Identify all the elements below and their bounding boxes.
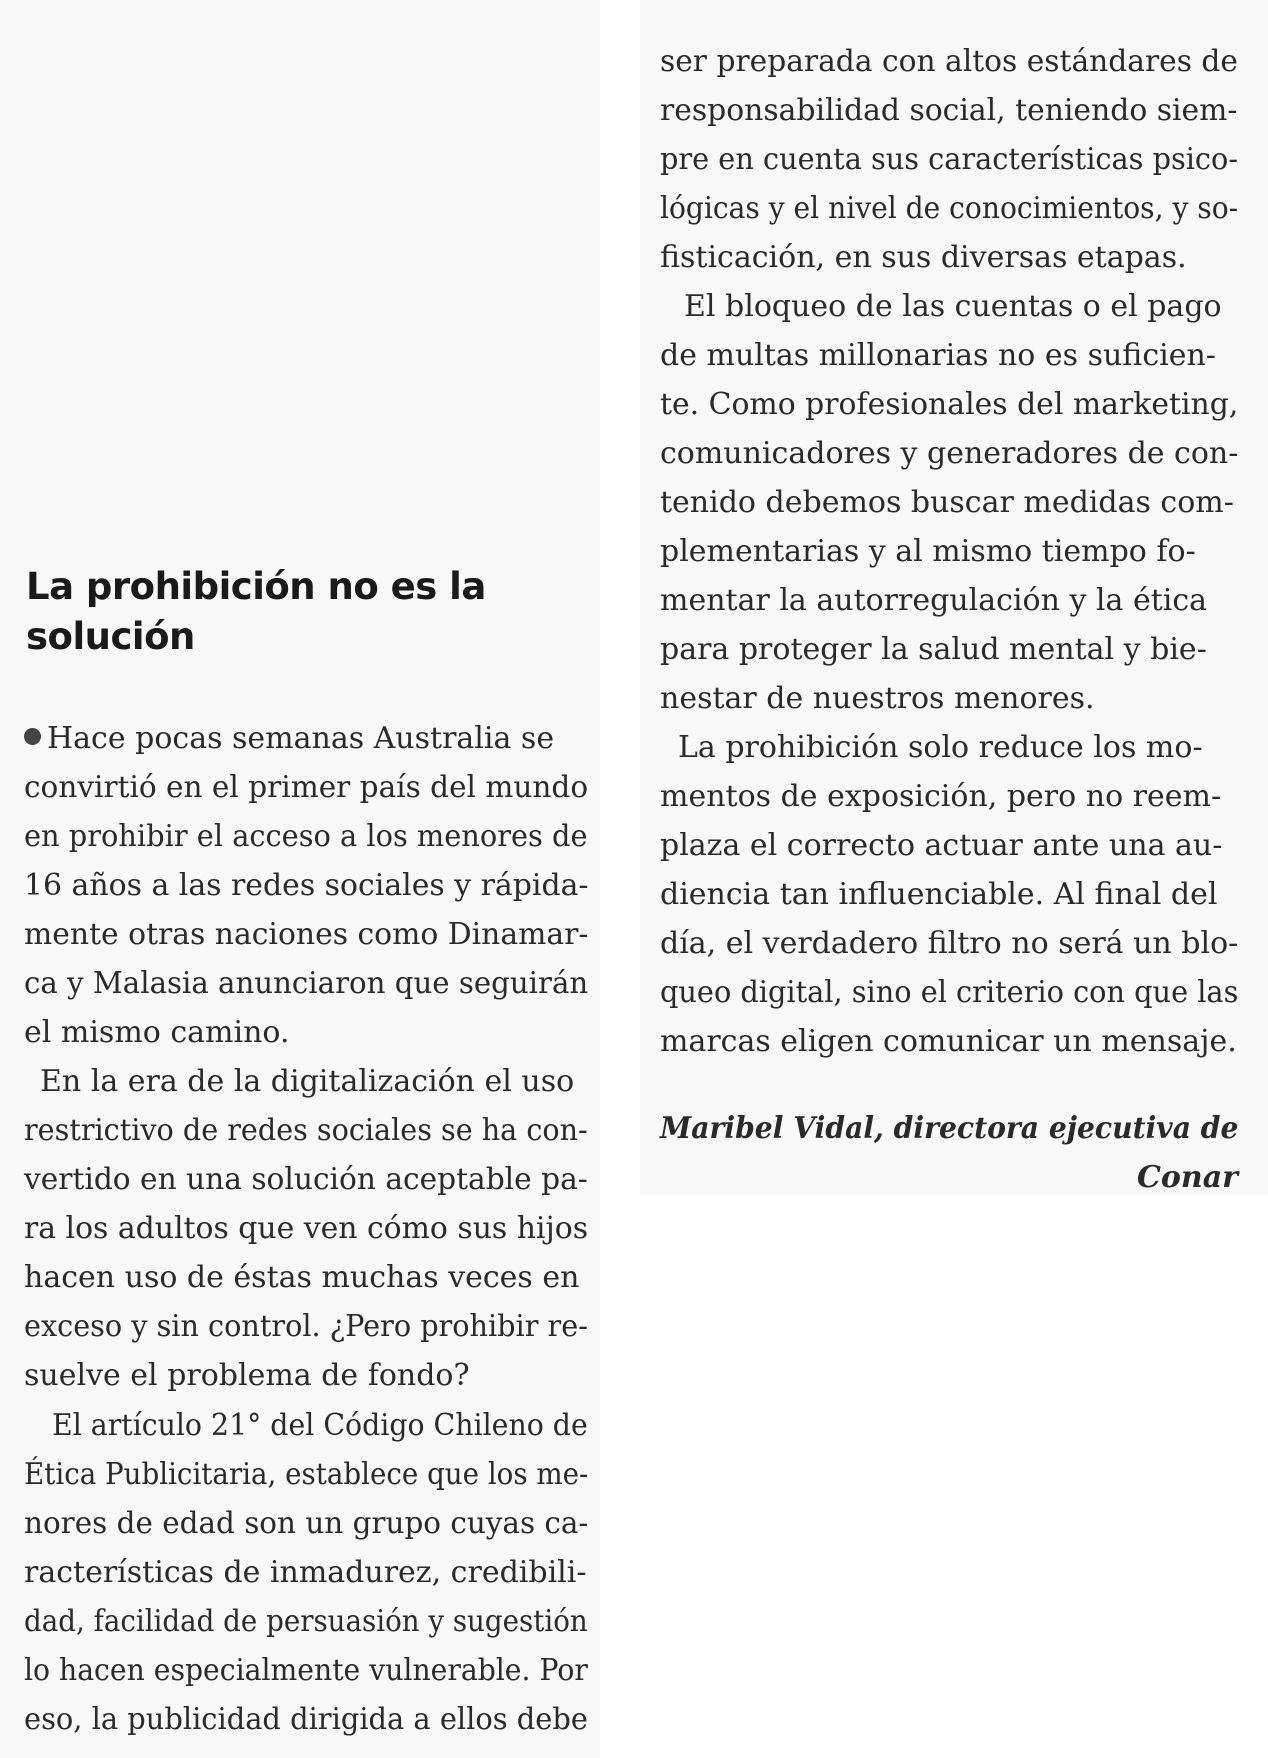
body-line: dad, facilidad de persuasión y sugestión	[24, 1604, 588, 1639]
body-line: pre en cuenta sus características psico-	[660, 142, 1239, 177]
body-line: convirtió en el primer país del mundo	[24, 770, 589, 805]
body-line: hacen uso de éstas muchas veces en	[24, 1260, 580, 1295]
article-title-line-1: La prohibición no es la	[26, 565, 486, 608]
body-line: mente otras naciones como Dinamar-	[24, 917, 589, 952]
body-line: plementarias y al mismo tiempo fo-	[660, 534, 1196, 569]
body-line: lógicas y el nivel de conocimientos, y so-	[660, 191, 1239, 226]
body-line: mentos de exposición, pero no reem-	[660, 779, 1222, 814]
body-line: vertido en una solución aceptable pa-	[24, 1162, 588, 1197]
body-line: racterísticas de inmadurez, credibili-	[24, 1555, 587, 1590]
body-line: responsabilidad social, teniendo siem-	[660, 93, 1238, 128]
body-line: El bloqueo de las cuentas o el pago	[684, 289, 1222, 324]
body-line: diencia tan influenciable. Al final del	[660, 877, 1218, 912]
body-line: Ética Publicitaria, establece que los me-	[24, 1457, 589, 1492]
body-line: comunicadores y generadores de con-	[660, 436, 1239, 471]
body-line: en prohibir el acceso a los menores de	[24, 819, 588, 854]
body-line: El artículo 21° del Código Chileno de	[52, 1408, 588, 1443]
body-line: En la era de la digitalización el uso	[40, 1064, 575, 1099]
body-line: mentar la autorregulación y la ética	[660, 583, 1208, 618]
body-line: ca y Malasia anunciaron que seguirán	[24, 966, 589, 1001]
body-line: Hace pocas semanas Australia se	[24, 715, 554, 763]
body-line: queo digital, sino el criterio con que las	[660, 975, 1239, 1010]
byline-line-1: Maribel Vidal, directora ejecutiva de	[660, 1111, 1239, 1146]
body-line: nestar de nuestros menores.	[660, 681, 1095, 716]
body-line: restrictivo de redes sociales se ha con-	[24, 1113, 588, 1148]
body-line: marcas eligen comunicar un mensaje.	[660, 1024, 1237, 1059]
byline-line-2: Conar	[1137, 1160, 1238, 1195]
body-line: para proteger la salud mental y bie-	[660, 632, 1207, 667]
body-line: eso, la publicidad dirigida a ellos debe	[24, 1702, 588, 1737]
body-line: suelve el problema de fondo?	[24, 1358, 470, 1393]
body-line: ser preparada con altos estándares de	[660, 44, 1239, 79]
body-line: de multas millonarias no es suficien-	[660, 338, 1216, 373]
article-title-line-2: solución	[26, 615, 195, 658]
bullet-icon	[24, 728, 41, 745]
body-line: nores de edad son un grupo cuyas ca-	[24, 1506, 589, 1541]
body-line: fisticación, en sus diversas etapas.	[660, 240, 1187, 275]
body-line: 16 años a las redes sociales y rápida-	[24, 868, 589, 903]
body-line: te. Como profesionales del marketing,	[660, 387, 1239, 422]
body-line: ra los adultos que ven cómo sus hijos	[24, 1211, 589, 1246]
body-line: día, el verdadero filtro no será un blo-	[660, 926, 1239, 961]
body-line: plaza el correcto actuar ante una au-	[660, 828, 1223, 863]
body-line: lo hacen especialmente vulnerable. Por	[24, 1653, 588, 1688]
article-title	[26, 562, 586, 662]
body-line: exceso y sin control. ¿Pero prohibir re-	[24, 1309, 588, 1344]
body-line: tenido debemos buscar medidas com-	[660, 485, 1234, 520]
body-line: el mismo camino.	[24, 1015, 290, 1050]
body-line: La prohibición solo reduce los mo-	[678, 730, 1203, 765]
